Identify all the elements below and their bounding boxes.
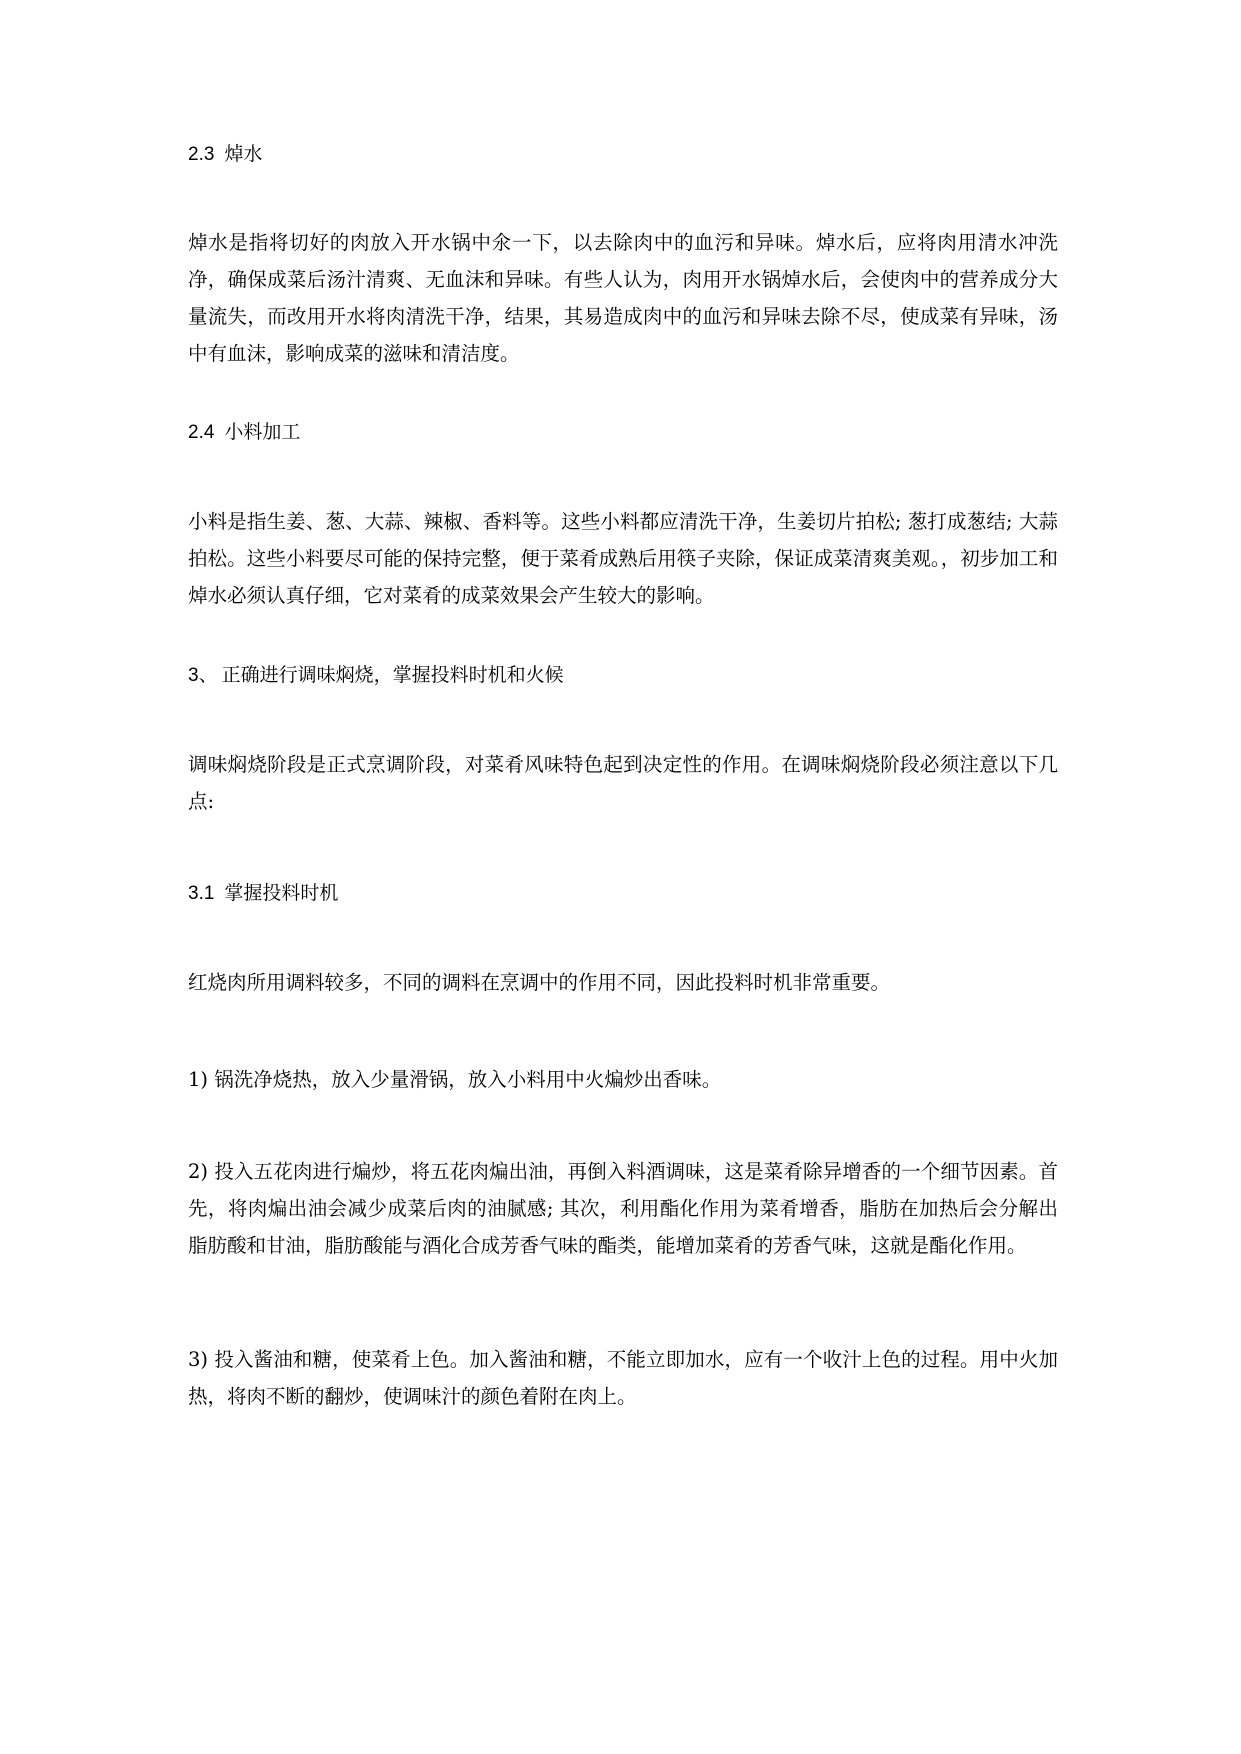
section-number: 2.3 [188,144,215,165]
section-number: 3.1 [188,883,215,904]
section-title: 正确进行调味焖烧，掌握投料时机和火候 [221,664,564,686]
list-item: 3) 投入酱油和糖，使菜肴上色。加入酱油和糖，不能立即加水，应有一个收汁上色的过程。用中火加热，将肉不断的翻炒，使调味汁的颜色着附在肉上。 [188,1348,1058,1408]
section-heading [188,879,1058,908]
list-item: 2) 投入五花肉进行煸炒，将五花肉煸出油，再倒入料酒调味，这是菜肴除异增香的一个细节因素。首先，将肉煸出油会减少成菜后肉的油腻感; 其次，利用酯化作用为菜肴增香，脂肪在加热后会分解出脂肪酸和甘油，脂肪酸能与酒化合成芳香气味的酯类，能增加菜肴的芳香气味，这就是酯化作用。 [188,1160,1058,1257]
body-paragraph: 焯水是指将切好的肉放入开水锅中氽一下，以去除肉中的血污和异味。焯水后，应将肉用清水冲洗净，确保成菜后汤汁清爽、无血沫和异味。有些人认为，肉用开水锅焯水后，会使肉中的营养成分大量流失，而改用开水将肉清洗干净，结果，其易造成肉中的血污和异味去除不尽，使成菜有异味，汤中有血沫，影响成菜的滋味和清洁度。 [188,231,1058,365]
section-heading [188,418,1058,447]
list-item: 1) 锅洗净烧热，放入少量滑锅，放入小料用中火煸炒出香味。 [188,1068,722,1091]
body-paragraph: 红烧肉所用调料较多，不同的调料在烹调中的作用不同，因此投料时机非常重要。 [188,971,891,994]
body-paragraph: 小料是指生姜、葱、大蒜、辣椒、香料等。这些小料都应清洗干净，生姜切片拍松; 葱打成葱结; 大蒜拍松。这些小料要尽可能的保持完整，便于菜肴成熟后用筷子夹除，保证成菜清爽美观。，初步加工和焯水必须认真仔细，它对菜肴的成菜效果会产生较大的影响。 [188,510,1058,607]
section-title: 小料加工 [224,421,301,443]
section-title: 焯水 [224,143,263,165]
section-heading [188,661,1058,690]
section-number: 3、 [188,665,218,686]
section-number: 2.4 [188,422,215,443]
body-paragraph: 调味焖烧阶段是正式烹调阶段，对菜肴风味特色起到决定性的作用。在调味焖烧阶段必须注意以下几点: [188,753,1058,813]
section-heading [188,140,1058,169]
section-title: 掌握投料时机 [224,882,339,904]
